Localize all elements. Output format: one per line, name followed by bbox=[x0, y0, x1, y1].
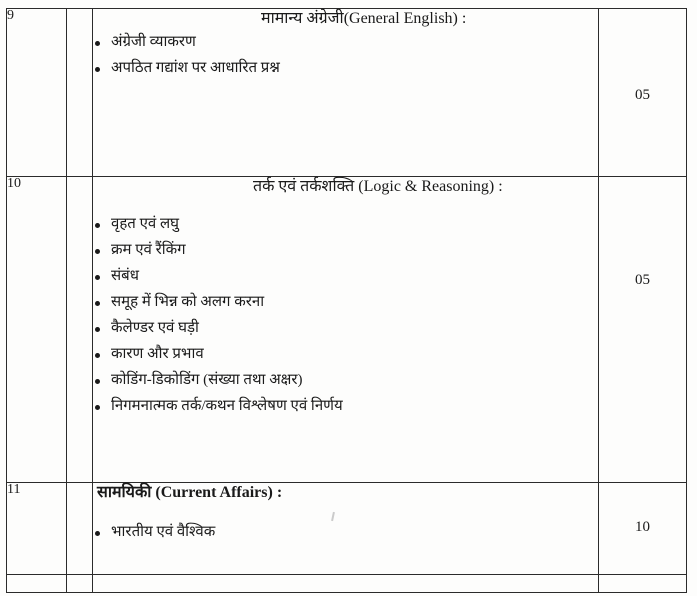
row-marks: 05 bbox=[599, 177, 687, 483]
list-item: वृहत एवं लघु bbox=[93, 217, 598, 232]
list-item: अपठित गद्यांश पर आधारित प्रश्न bbox=[93, 61, 598, 76]
list-item: संबंध bbox=[93, 269, 598, 284]
topic-list bbox=[93, 35, 598, 76]
row-content-cell bbox=[93, 483, 599, 575]
list-item: समूह में भिन्न को अलग करना bbox=[93, 295, 598, 310]
table-row bbox=[7, 9, 687, 177]
table-row bbox=[7, 483, 687, 575]
subject-heading: मामान्य अंग्रेजी(General English) : bbox=[261, 10, 467, 27]
row-marks-empty bbox=[599, 575, 687, 593]
row-content-cell bbox=[93, 9, 599, 177]
list-item: भारतीय एवं वैश्विक bbox=[93, 525, 598, 540]
row-serial-number: 11 bbox=[7, 483, 67, 575]
list-item: निगमनात्मक तर्क/कथन विश्लेषण एवं निर्णय bbox=[93, 399, 598, 414]
syllabus-table bbox=[6, 8, 687, 593]
table-row bbox=[7, 177, 687, 483]
row-marks: 05 bbox=[599, 9, 687, 177]
row-spacer-cell bbox=[67, 483, 93, 575]
row-serial-number-empty bbox=[7, 575, 67, 593]
topic-list bbox=[93, 217, 598, 414]
list-item: क्रम एवं रैंकिंग bbox=[93, 243, 598, 258]
list-item: कोडिंग-डिकोडिंग (संख्या तथा अक्षर) bbox=[93, 373, 598, 388]
row-serial-number: 10 bbox=[7, 177, 67, 483]
list-item: कैलेण्डर एवं घड़ी bbox=[93, 321, 598, 336]
table-row-partial bbox=[7, 575, 687, 593]
row-spacer-cell bbox=[67, 575, 93, 593]
subject-heading: तर्क एवं तर्कशक्ति (Logic & Reasoning) : bbox=[253, 178, 503, 195]
row-marks: 10 bbox=[599, 483, 687, 575]
subject-heading: सामयिकी (Current Affairs) : bbox=[97, 484, 283, 501]
row-content-cell bbox=[93, 177, 599, 483]
list-item: कारण और प्रभाव bbox=[93, 347, 598, 362]
list-item: अंग्रेजी व्याकरण bbox=[93, 35, 598, 50]
row-serial-number: 9 bbox=[7, 9, 67, 177]
row-spacer-cell bbox=[67, 9, 93, 177]
row-content-cell-empty bbox=[93, 575, 599, 593]
topic-list bbox=[93, 525, 598, 540]
row-spacer-cell bbox=[67, 177, 93, 483]
